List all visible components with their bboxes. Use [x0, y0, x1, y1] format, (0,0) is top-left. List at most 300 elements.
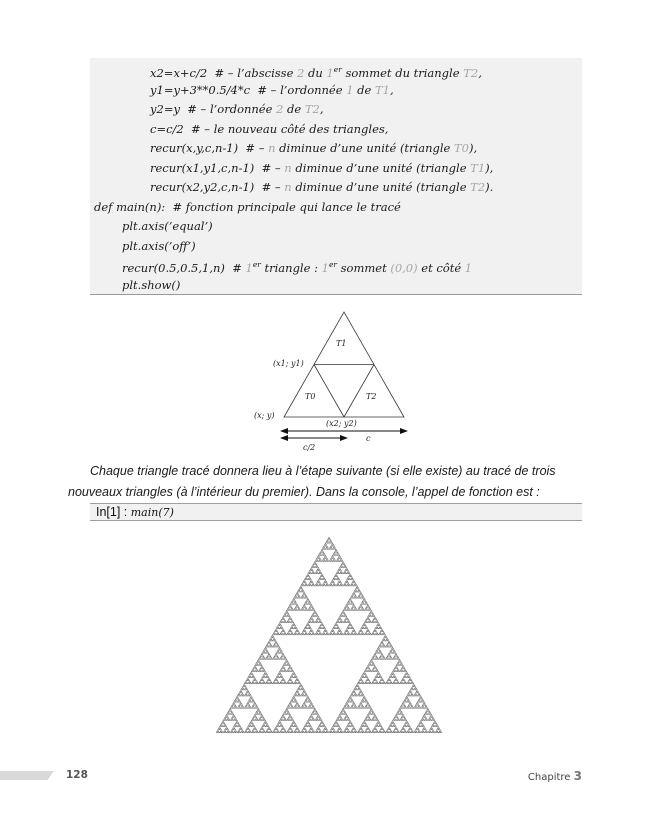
sierpinski-cell — [303, 604, 305, 606]
sierpinski-cell — [359, 633, 361, 635]
sierpinski-cell — [231, 730, 233, 732]
sierpinski-cell — [348, 699, 350, 701]
sierpinski-cell — [273, 638, 275, 640]
sierpinski-cell — [295, 627, 297, 629]
sierpinski-cell — [391, 646, 393, 648]
sierpinski-cell — [237, 707, 239, 709]
sierpinski-cell — [324, 581, 326, 583]
sierpinski-cell — [324, 633, 326, 635]
sierpinski-cell — [373, 728, 375, 730]
sierpinski-cell — [241, 731, 243, 733]
sierpinski-cell — [323, 546, 325, 548]
sierpinski-cell — [235, 701, 237, 703]
sierpinski-cell — [338, 627, 340, 629]
sierpinski-cell — [427, 708, 429, 710]
sierpinski-cell — [261, 678, 263, 680]
sierpinski-cell — [312, 620, 314, 622]
sierpinski-cell — [256, 681, 258, 683]
sierpinski-cell — [408, 704, 410, 706]
sierpinski-cell — [419, 707, 421, 709]
sierpinski-cell — [415, 693, 417, 695]
sierpinski-cell — [217, 730, 219, 732]
sierpinski-cell — [266, 644, 268, 646]
sierpinski-cell — [265, 647, 267, 649]
sierpinski-cell — [289, 617, 291, 619]
sierpinski-cell — [305, 724, 307, 726]
sierpinski-cell — [364, 676, 366, 678]
sierpinski-cell — [309, 583, 311, 585]
sierpinski-cell — [336, 624, 338, 626]
sierpinski-cell — [279, 672, 281, 674]
sierpinski-cell — [260, 664, 262, 666]
sierpinski-cell — [368, 682, 370, 684]
sierpinski-cell — [336, 584, 338, 586]
sierpinski-cell — [405, 707, 407, 709]
sierpinski-cell — [365, 705, 367, 707]
sierpinski-cell — [234, 731, 236, 733]
sierpinski-cell — [305, 601, 307, 603]
sierpinski-cell — [295, 606, 297, 608]
sierpinski-cell — [305, 577, 307, 579]
sierpinski-cell — [253, 701, 255, 703]
sierpinski-cell — [333, 630, 335, 632]
sierpinski-cell — [368, 609, 370, 611]
sierpinski-cell — [320, 719, 322, 721]
sierpinski-cell — [285, 713, 287, 715]
sierpinski-cell — [346, 604, 348, 606]
sierpinski-cell — [322, 627, 324, 629]
sierpinski-cell — [354, 597, 356, 599]
sierpinski-cell — [386, 681, 388, 683]
sierpinski-cell — [424, 719, 426, 721]
sierpinski-cell — [264, 649, 266, 651]
sierpinski-cell — [394, 667, 396, 669]
sierpinski-cell — [433, 725, 435, 727]
sierpinski-cell — [292, 627, 294, 629]
sierpinski-cell — [281, 655, 283, 657]
sierpinski-cell — [359, 728, 361, 730]
sierpinski-cell — [286, 659, 288, 661]
sierpinski-cell — [280, 650, 282, 652]
sierpinski-cell — [274, 630, 276, 632]
sierpinski-cell — [410, 707, 412, 709]
sierpinski-cell — [401, 713, 403, 715]
sierpinski-cell — [405, 725, 407, 727]
sierpinski-cell — [259, 681, 261, 683]
sierpinski-cell — [317, 581, 319, 583]
sierpinski-cell — [372, 620, 374, 622]
sierpinski-cell — [417, 704, 419, 706]
sierpinski-cell — [368, 630, 370, 632]
sierpinski-cell — [391, 722, 393, 724]
sierpinski-cell — [228, 710, 230, 712]
sierpinski-cell — [386, 730, 388, 732]
sierpinski-cell — [350, 725, 352, 727]
sierpinski-cell — [292, 621, 294, 623]
sierpinski-cell — [367, 678, 369, 680]
sierpinski-cell — [284, 632, 286, 634]
sierpinski-cell — [288, 606, 290, 608]
sierpinski-cell — [290, 707, 292, 709]
sierpinski-cell — [234, 701, 236, 703]
sierpinski-cell — [374, 653, 376, 655]
sierpinski-cell — [393, 730, 395, 732]
sierpinski-cell — [399, 659, 401, 661]
sierpinski-cell — [364, 719, 366, 721]
sierpinski-cell — [318, 555, 320, 557]
sierpinski-cell — [226, 727, 228, 729]
sierpinski-cell — [306, 603, 308, 605]
sierpinski-cell — [360, 678, 362, 680]
sierpinski-cell — [362, 705, 364, 707]
sierpinski-cell — [260, 719, 262, 721]
sierpinski-cell — [392, 720, 394, 722]
sierpinski-cell — [318, 727, 320, 729]
sierpinski-cell — [250, 672, 252, 674]
sierpinski-cell — [332, 555, 334, 557]
sierpinski-cell — [258, 710, 260, 712]
sierpinski-cell — [365, 607, 367, 609]
sierpinski-cell — [288, 670, 290, 672]
sierpinski-cell — [381, 653, 383, 655]
sierpinski-cell — [303, 727, 305, 729]
sierpinski-cell — [255, 704, 257, 706]
sierpinski-cell — [365, 675, 367, 677]
sierpinski-cell — [344, 711, 346, 713]
sierpinski-cell — [242, 731, 244, 733]
sierpinski-cell — [283, 731, 285, 733]
sierpinski-cell — [302, 705, 304, 707]
sierpinski-cell — [264, 676, 266, 678]
sierpinski-cell — [290, 719, 292, 721]
midline-left — [314, 365, 344, 418]
sierpinski-cell — [366, 667, 368, 669]
sierpinski-cell — [350, 698, 352, 700]
sierpinski-cell — [355, 731, 357, 733]
sierpinski-cell — [424, 704, 426, 706]
sierpinski-cell — [303, 580, 305, 582]
sierpinski-cell — [357, 682, 359, 684]
sierpinski-cell — [372, 656, 374, 658]
sierpinski-cell — [244, 685, 246, 687]
sierpinski-cell — [418, 693, 420, 695]
sierpinski-cell — [304, 694, 306, 696]
sierpinski-cell — [338, 630, 340, 632]
sierpinski-cell — [259, 717, 261, 719]
sierpinski-cell — [228, 719, 230, 721]
sierpinski-cell — [250, 731, 252, 733]
sierpinski-cell — [231, 711, 233, 713]
sierpinski-cell — [345, 704, 347, 706]
sierpinski-cell — [310, 716, 312, 718]
sierpinski-cell — [244, 707, 246, 709]
sierpinski-cell — [310, 618, 312, 620]
sierpinski-cell — [295, 679, 297, 681]
sierpinski-cell — [311, 728, 313, 730]
sierpinski-cell — [291, 724, 293, 726]
sierpinski-cell — [377, 649, 379, 651]
sierpinski-cell — [260, 667, 262, 669]
sierpinski-cell — [244, 731, 246, 733]
sierpinski-cell — [285, 682, 287, 684]
sierpinski-cell — [370, 612, 372, 614]
sierpinski-cell — [280, 633, 282, 635]
sierpinski-cell — [299, 597, 301, 599]
sierpinski-cell — [408, 682, 410, 684]
sierpinski-cell — [356, 586, 358, 588]
sierpinski-cell — [398, 719, 400, 721]
sierpinski-cell — [357, 685, 359, 687]
sierpinski-cell — [230, 707, 232, 709]
sierpinski-cell — [225, 716, 227, 718]
sierpinski-cell — [288, 607, 290, 609]
sierpinski-cell — [259, 662, 261, 664]
sierpinski-cell — [335, 720, 337, 722]
sierpinski-cell — [292, 676, 294, 678]
sierpinski-cell — [302, 583, 304, 585]
sierpinski-cell — [382, 658, 384, 660]
sierpinski-cell — [304, 597, 306, 599]
sierpinski-cell — [235, 707, 237, 709]
sierpinski-cell — [284, 711, 286, 713]
sierpinski-cell — [288, 620, 290, 622]
sierpinski-cell — [379, 724, 381, 726]
sierpinski-cell — [298, 705, 300, 707]
sierpinski-cell — [283, 682, 285, 684]
sierpinski-cell — [264, 652, 266, 654]
sierpinski-cell — [303, 606, 305, 608]
sierpinski-cell — [387, 643, 389, 645]
sierpinski-cell — [301, 694, 303, 696]
sierpinski-cell — [309, 632, 311, 634]
sierpinski-cell — [382, 679, 384, 681]
sierpinski-cell — [242, 688, 244, 690]
sierpinski-cell — [423, 719, 425, 721]
sierpinski-cell — [299, 694, 301, 696]
sierpinski-cell — [342, 610, 344, 612]
sierpinski-cell — [340, 632, 342, 634]
sierpinski-cell — [253, 667, 255, 669]
sierpinski-cell — [320, 731, 322, 733]
sierpinski-cell — [337, 730, 339, 732]
sierpinski-cell — [351, 583, 353, 585]
sierpinski-cell — [321, 549, 323, 551]
sierpinski-cell — [323, 583, 325, 585]
sierpinski-cell — [320, 575, 322, 577]
sierpinski-cell — [299, 707, 301, 709]
sierpinski-cell — [437, 731, 439, 733]
sierpinski-cell — [352, 578, 354, 580]
sierpinski-cell — [358, 589, 360, 591]
sierpinski-cell — [277, 675, 279, 677]
sierpinski-cell — [287, 710, 289, 712]
sierpinski-cell — [307, 598, 309, 600]
sierpinski-cell — [321, 574, 323, 576]
sierpinski-cell — [433, 722, 435, 724]
sierpinski-cell — [283, 679, 285, 681]
sierpinski-cell — [253, 728, 255, 730]
sierpinski-cell — [251, 676, 253, 678]
sierpinski-cell — [299, 731, 301, 733]
sierpinski-cell — [308, 600, 310, 602]
sierpinski-cell — [384, 658, 386, 660]
sierpinski-cell — [429, 717, 431, 719]
sierpinski-cell — [391, 676, 393, 678]
sierpinski-cell — [408, 730, 410, 732]
sierpinski-cell — [354, 707, 356, 709]
sierpinski-cell — [262, 682, 264, 684]
sierpinski-cell — [414, 694, 416, 696]
sierpinski-cell — [281, 621, 283, 623]
sierpinski-cell — [371, 682, 373, 684]
sierpinski-cell — [248, 682, 250, 684]
sierpinski-cell — [333, 552, 335, 554]
sierpinski-cell — [258, 670, 260, 672]
sierpinski-cell — [378, 658, 380, 660]
sierpinski-cell — [355, 707, 357, 709]
sierpinski-cell — [310, 568, 312, 570]
sierpinski-cell — [366, 719, 368, 721]
sierpinski-cell — [401, 669, 403, 671]
sierpinski-cell — [266, 724, 268, 726]
sierpinski-cell — [377, 621, 379, 623]
sierpinski-cell — [311, 713, 313, 715]
sierpinski-cell — [310, 606, 312, 608]
sierpinski-cell — [291, 717, 293, 719]
sierpinski-cell — [352, 609, 354, 611]
sierpinski-cell — [239, 707, 241, 709]
sierpinski-cell — [220, 728, 222, 730]
sierpinski-cell — [313, 621, 315, 623]
sierpinski-cell — [309, 724, 311, 726]
sierpinski-cell — [273, 681, 275, 683]
sierpinski-cell — [354, 630, 356, 632]
sierpinski-cell — [357, 591, 359, 593]
sierpinski-cell — [419, 694, 421, 696]
sierpinski-cell — [398, 731, 400, 733]
sierpinski-cell — [343, 731, 345, 733]
sierpinski-cell — [336, 627, 338, 629]
sierpinski-cell — [277, 644, 279, 646]
sierpinski-cell — [333, 546, 335, 548]
sierpinski-cell — [268, 678, 270, 680]
sierpinski-cell — [303, 630, 305, 632]
sierpinski-cell — [231, 705, 233, 707]
sierpinski-cell — [239, 728, 241, 730]
sierpinski-cell — [288, 632, 290, 634]
sierpinski-cell — [311, 633, 313, 635]
sierpinski-cell — [358, 693, 360, 695]
sierpinski-cell — [370, 609, 372, 611]
sierpinski-cell — [284, 681, 286, 683]
sierpinski-cell — [229, 708, 231, 710]
sierpinski-cell — [346, 714, 348, 716]
sierpinski-cell — [438, 731, 440, 733]
sierpinski-cell — [405, 719, 407, 721]
sierpinski-cell — [400, 707, 402, 709]
sierpinski-cell — [297, 688, 299, 690]
chapter-label — [528, 769, 582, 783]
sierpinski-cell — [302, 687, 304, 689]
sierpinski-cell — [280, 681, 282, 683]
sierpinski-cell — [353, 592, 355, 594]
sierpinski-cell — [409, 678, 411, 680]
sierpinski-cell — [435, 725, 437, 727]
sierpinski-cell — [381, 727, 383, 729]
sierpinski-cell — [274, 633, 276, 635]
sierpinski-cell — [333, 581, 335, 583]
sierpinski-cell — [295, 728, 297, 730]
sierpinski-cell — [343, 621, 345, 623]
sierpinski-cell — [307, 696, 309, 698]
sierpinski-cell — [381, 641, 383, 643]
sierpinski-cell — [426, 710, 428, 712]
sierpinski-cell — [331, 728, 333, 730]
sierpinski-cell — [323, 632, 325, 634]
sierpinski-cell — [240, 690, 242, 692]
sierpinski-cell — [278, 624, 280, 626]
sierpinski-cell — [264, 722, 266, 724]
sierpinski-cell — [342, 561, 344, 563]
sierpinski-cell — [370, 731, 372, 733]
sierpinski-cell — [364, 627, 366, 629]
sierpinski-cell — [382, 731, 384, 733]
sierpinski-cell — [280, 658, 282, 660]
sierpinski-cell — [355, 687, 357, 689]
sierpinski-cell — [289, 702, 291, 704]
sierpinski-cell — [352, 594, 354, 596]
sierpinski-cell — [325, 557, 327, 559]
sierpinski-cell — [318, 554, 320, 556]
sierpinski-cell — [235, 705, 237, 707]
sierpinski-cell — [359, 679, 361, 681]
sierpinski-cell — [378, 649, 380, 651]
sierpinski-cell — [288, 705, 290, 707]
sierpinski-cell — [311, 731, 313, 733]
sierpinski-cell — [290, 603, 292, 605]
sierpinski-cell — [416, 694, 418, 696]
sierpinski-cell — [363, 598, 365, 600]
sierpinski-cell — [282, 678, 284, 680]
sierpinski-cell — [369, 607, 371, 609]
sierpinski-cell — [375, 621, 377, 623]
sierpinski-cell — [362, 632, 364, 634]
sierpinski-cell — [273, 639, 275, 641]
sierpinski-cell — [269, 646, 271, 648]
sierpinski-cell — [383, 656, 385, 658]
sierpinski-cell — [432, 717, 434, 719]
sierpinski-cell — [346, 727, 348, 729]
sierpinski-cell — [316, 571, 318, 573]
sierpinski-cell — [249, 699, 251, 701]
sierpinski-cell — [317, 560, 319, 562]
sierpinski-cell — [324, 584, 326, 586]
sierpinski-cell — [355, 589, 357, 591]
sierpinski-cell — [267, 652, 269, 654]
sierpinski-cell — [316, 730, 318, 732]
sierpinski-cell — [370, 659, 372, 661]
sierpinski-cell — [276, 655, 278, 657]
sierpinski-cell — [280, 717, 282, 719]
sierpinski-cell — [297, 682, 299, 684]
code-listing — [90, 58, 582, 295]
sierpinski-cell — [317, 731, 319, 733]
sierpinski-cell — [357, 707, 359, 709]
sierpinski-cell — [367, 617, 369, 619]
sierpinski-cell — [347, 728, 349, 730]
sierpinski-cell — [378, 646, 380, 648]
sierpinski-cell — [417, 701, 419, 703]
